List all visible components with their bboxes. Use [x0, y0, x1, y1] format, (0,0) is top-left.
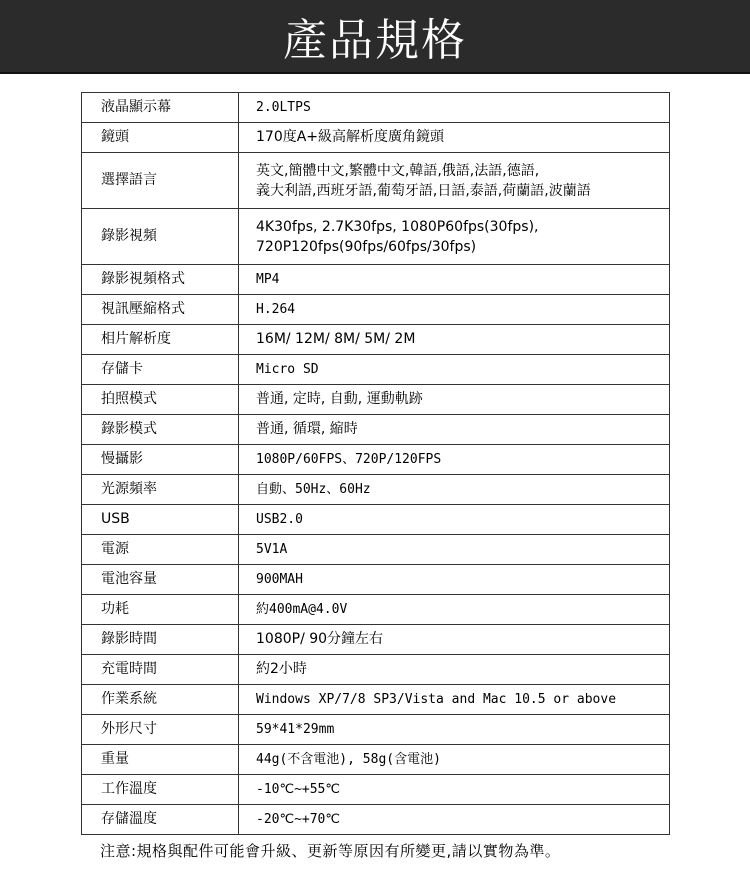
spec-row	[82, 535, 670, 565]
spec-label: 慢攝影	[82, 445, 239, 475]
spec-row	[82, 355, 670, 385]
spec-value: H.264	[239, 295, 670, 325]
spec-row	[82, 415, 670, 445]
spec-label: 工作溫度	[82, 775, 239, 805]
spec-label: 重量	[82, 745, 239, 775]
spec-label: 功耗	[82, 595, 239, 625]
spec-row	[82, 565, 670, 595]
spec-label: 光源頻率	[82, 475, 239, 505]
page-title: 產品規格	[283, 15, 467, 66]
spec-row	[82, 445, 670, 475]
spec-value-line: 英文,簡體中文,繁體中文,韓語,俄語,法語,德語,	[256, 162, 540, 179]
spec-value: 16M/ 12M/ 8M/ 5M/ 2M	[239, 325, 670, 355]
spec-value: 約2小時	[239, 655, 670, 685]
spec-label: 電源	[82, 535, 239, 565]
spec-row	[82, 325, 670, 355]
spec-label: 存儲卡	[82, 355, 239, 385]
spec-label: 錄影時間	[82, 625, 239, 655]
spec-value: Micro SD	[239, 355, 670, 385]
spec-value	[239, 209, 670, 265]
spec-row	[82, 505, 670, 535]
spec-value-line: 義大利語,西班牙語,葡萄牙語,日語,泰語,荷蘭語,波蘭語	[256, 182, 591, 199]
spec-row	[82, 475, 670, 505]
spec-label: 選擇語言	[82, 153, 239, 209]
spec-value: 普通, 循環, 縮時	[239, 415, 670, 445]
spec-value	[239, 153, 670, 209]
spec-value: -10℃~+55℃	[239, 775, 670, 805]
spec-value: 普通, 定時, 自動, 運動軌跡	[239, 385, 670, 415]
spec-label: 存儲溫度	[82, 805, 239, 835]
spec-row	[82, 805, 670, 835]
spec-row	[82, 93, 670, 123]
spec-table	[81, 92, 670, 835]
spec-label: USB	[82, 505, 239, 535]
spec-row	[82, 265, 670, 295]
spec-row	[82, 385, 670, 415]
spec-value: 5V1A	[239, 535, 670, 565]
footer-note: 注意:規格與配件可能會升級、更新等原因有所變更,請以實物為準。	[100, 842, 561, 860]
spec-value-line: 4K30fps, 2.7K30fps, 1080P60fps(30fps),	[256, 218, 539, 235]
spec-row	[82, 595, 670, 625]
spec-value-line: 720P120fps(90fps/60fps/30fps)	[256, 238, 477, 255]
spec-label: 拍照模式	[82, 385, 239, 415]
spec-row	[82, 123, 670, 153]
spec-value: 1080P/60FPS、720P/120FPS	[239, 445, 670, 475]
spec-value: 約400mA@4.0V	[239, 595, 670, 625]
spec-label: 鏡頭	[82, 123, 239, 153]
spec-label: 視訊壓縮格式	[82, 295, 239, 325]
spec-row	[82, 745, 670, 775]
spec-value: Windows XP/7/8 SP3/Vista and Mac 10.5 or above	[239, 685, 670, 715]
spec-row	[82, 655, 670, 685]
spec-row	[82, 295, 670, 325]
spec-value: -20℃~+70℃	[239, 805, 670, 835]
spec-row	[82, 715, 670, 745]
spec-label: 外形尺寸	[82, 715, 239, 745]
spec-row	[82, 209, 670, 265]
spec-label: 錄影模式	[82, 415, 239, 445]
spec-value: USB2.0	[239, 505, 670, 535]
header-banner	[0, 0, 750, 74]
spec-label: 作業系統	[82, 685, 239, 715]
spec-value: 1080P/ 90分鐘左右	[239, 625, 670, 655]
spec-label: 電池容量	[82, 565, 239, 595]
spec-value: 自動、50Hz、60Hz	[239, 475, 670, 505]
spec-value: 44g(不含電池), 58g(含電池)	[239, 745, 670, 775]
spec-label: 相片解析度	[82, 325, 239, 355]
spec-label: 充電時間	[82, 655, 239, 685]
spec-row	[82, 685, 670, 715]
spec-row	[82, 153, 670, 209]
spec-value: MP4	[239, 265, 670, 295]
spec-value: 900MAH	[239, 565, 670, 595]
spec-value: 59*41*29mm	[239, 715, 670, 745]
spec-row	[82, 625, 670, 655]
spec-label: 錄影視頻	[82, 209, 239, 265]
spec-label: 錄影視頻格式	[82, 265, 239, 295]
spec-label: 液晶顯示幕	[82, 93, 239, 123]
spec-row	[82, 775, 670, 805]
spec-value: 170度A+級高解析度廣角鏡頭	[239, 123, 670, 153]
spec-value: 2.0LTPS	[239, 93, 670, 123]
